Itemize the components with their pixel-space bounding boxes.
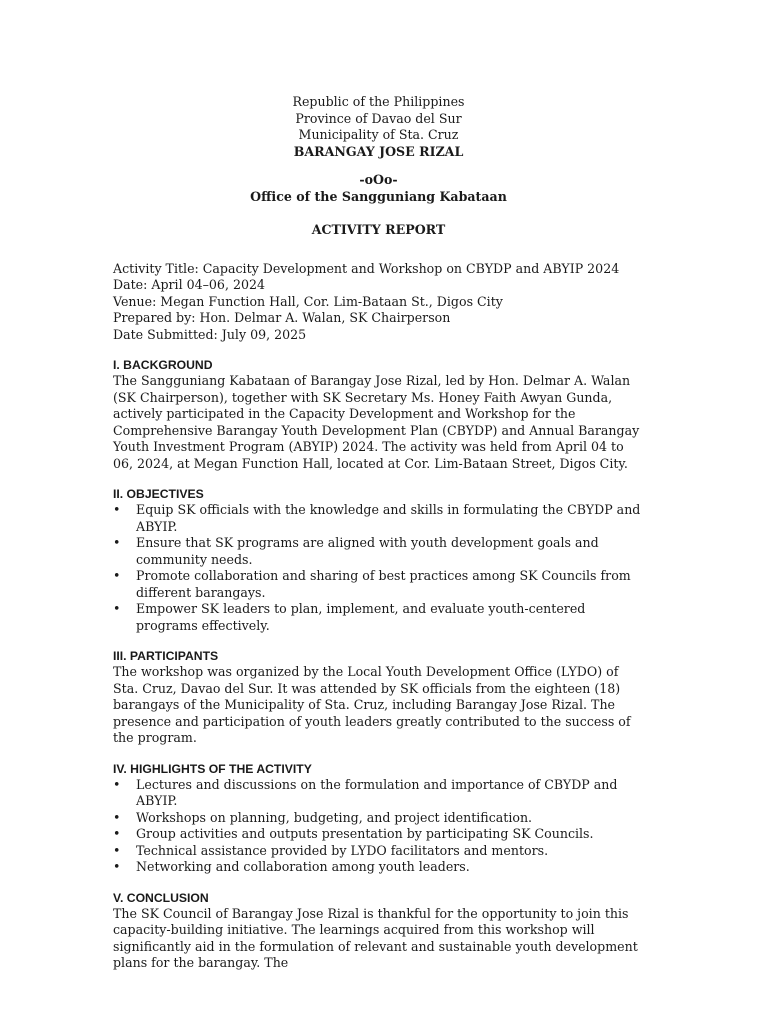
objectives-list: [113, 502, 644, 634]
list-item: [113, 843, 644, 860]
list-item-text: Ensure that SK programs are aligned with youth development goals and community needs.: [136, 535, 599, 567]
letterhead-province: Province of Davao del Sur: [295, 110, 462, 126]
report-title: ACTIVITY REPORT: [311, 222, 446, 237]
section-heading-objectives: II. OBJECTIVES: [113, 487, 204, 501]
letterhead-barangay: BARANGAY JOSE RIZAL: [293, 143, 464, 159]
bullet-icon: •: [113, 809, 121, 825]
meta-activity-title: Activity Title: Capacity Development and Workshop on CBYDP and ABYIP 2024: [113, 260, 620, 276]
meta-date: Date: April 04–06, 2024: [113, 277, 266, 292]
list-item-text: Group activities and outputs presentation by participating SK Councils.: [136, 826, 594, 841]
meta-prepared-by: Prepared by: Hon. Delmar A. Walan, SK Chairperson: [113, 310, 451, 325]
list-item-text: Lectures and discussions on the formulation and importance of CBYDP and ABYIP.: [136, 776, 618, 808]
list-item: [113, 859, 644, 876]
meta-venue: Venue: Megan Function Hall, Cor. Lim-Bataan St., Digos City: [113, 293, 503, 309]
bullet-icon: •: [113, 568, 121, 583]
section-text-participants: The workshop was organized by the Local Youth Development Office (LYDO) of Sta. Cruz, Davao del Sur. It was attended by SK officials from the eighteen (18) barangays of the Municipality of Sta. Cruz, including Barangay Jose Rizal. The presence and participation of youth leaders greatly contributed to the success of the program.: [113, 664, 631, 745]
letterhead-country: Republic of the Philippines: [292, 94, 465, 109]
highlights-list: [113, 777, 644, 876]
list-item-text: Networking and collaboration among youth leaders.: [136, 859, 470, 874]
meta-date-submitted: Date Submitted: July 09, 2025: [113, 326, 307, 342]
section-heading-conclusion: V. CONCLUSION: [113, 890, 209, 905]
bullet-icon: •: [113, 776, 121, 792]
section-heading-highlights: IV. HIGHLIGHTS OF THE ACTIVITY: [113, 761, 312, 776]
section-text-background: The Sangguniang Kabataan of Barangay Jose Rizal, led by Hon. Delmar A. Walan (SK Chairperson), together with SK Secretary Ms. Honey Faith Awyan Gunda, actively participated in the Capacity Development and Workshop for the Comprehensive Barangay Youth Development Plan (CBYDP) and Annual Barangay Youth Investment Program (ABYIP) 2024. The activity was held from April 04 to 06, 2024, at Megan Function Hall, located at Cor. Lim-Bataan Street, Digos City.: [113, 373, 640, 471]
office-name: Office of the Sangguniang Kabataan: [250, 188, 507, 204]
bullet-icon: •: [113, 535, 121, 550]
list-item: [113, 535, 644, 568]
list-item: [113, 777, 644, 810]
list-item-text: Promote collaboration and sharing of best practices among SK Councils from different barangays.: [136, 568, 631, 600]
letterhead: [113, 94, 644, 160]
list-item: [113, 568, 644, 601]
list-item: [113, 826, 644, 843]
bullet-icon: •: [113, 502, 121, 517]
bullet-icon: •: [113, 842, 121, 858]
list-item-text: Equip SK officials with the knowledge and skills in formulating the CBYDP and ABYIP.: [136, 502, 641, 534]
letterhead-separator: -oOo-: [359, 172, 398, 187]
report-meta: [113, 261, 644, 344]
section-heading-participants: III. PARTICIPANTS: [113, 649, 219, 663]
list-item-text: Workshops on planning, budgeting, and project identification.: [136, 809, 533, 825]
list-item: [113, 810, 644, 827]
list-item-text: Empower SK leaders to plan, implement, and evaluate youth-centered programs effectively.: [136, 601, 586, 633]
list-item: [113, 601, 644, 634]
section-heading-background: I. BACKGROUND: [113, 358, 213, 372]
letterhead-municipality: Municipality of Sta. Cruz: [298, 127, 459, 142]
bullet-icon: •: [113, 601, 121, 616]
bullet-icon: •: [113, 859, 121, 874]
section-text-conclusion: The SK Council of Barangay Jose Rizal is thankful for the opportunity to join this capacity-building initiative. The learnings acquired from this workshop will significantly aid in the formulation of relevant and sustainable youth development plans for the barangay. The: [113, 905, 638, 970]
bullet-icon: •: [113, 826, 121, 841]
list-item-text: Technical assistance provided by LYDO facilitators and mentors.: [136, 842, 549, 858]
list-item: [113, 502, 644, 535]
